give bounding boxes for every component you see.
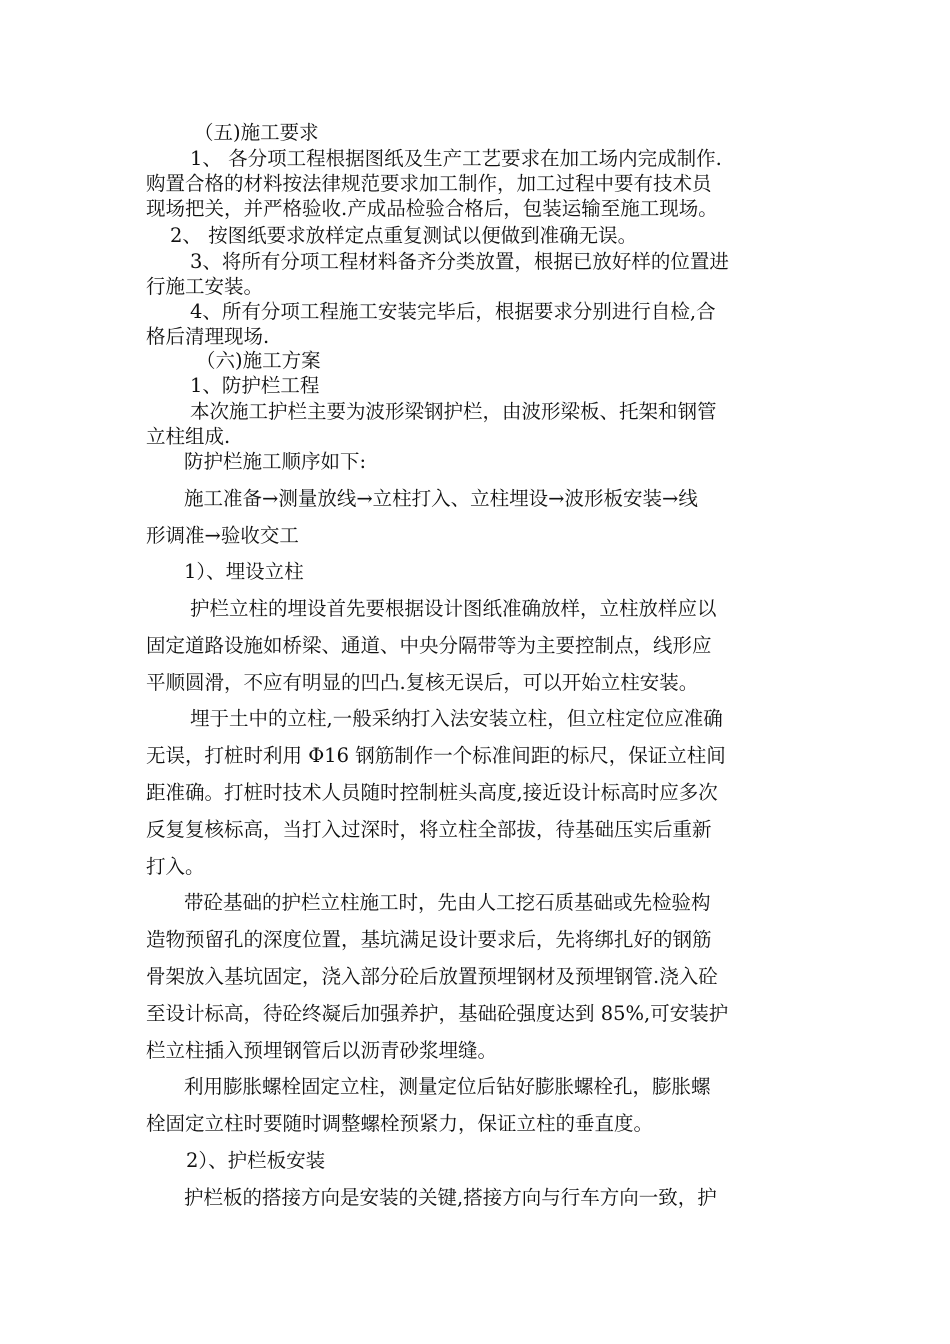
requirement-1 <box>146 146 810 221</box>
board-install-paragraph <box>146 1179 810 1216</box>
paragraph-line: 打入。 <box>146 855 205 878</box>
paragraph-line: 栏立柱插入预埋钢管后以沥青砂浆埋缝。 <box>146 1039 498 1062</box>
paragraph-line: 1、 各分项工程根据图纸及生产工艺要求在加工场内完成制作. <box>190 147 722 170</box>
paragraph-line: 现场把关，并严格验收.产成品检验合格后，包装运输至施工现场。 <box>146 197 718 220</box>
subsection-2-heading <box>146 1142 810 1179</box>
paragraph-line: 利用膨胀螺栓固定立柱，测量定位后钻好膨胀螺栓孔，膨胀螺 <box>184 1075 711 1098</box>
paragraph-line: 本次施工护栏主要为波形梁钢护栏，由波形梁板、托架和钢管 <box>190 400 717 423</box>
paragraph-line: 2、 按图纸要求放样定点重复测试以便做到准确无误。 <box>170 224 638 247</box>
section-title: （五)施工要求 <box>194 121 319 144</box>
paragraph-line: 反复复核标高，当打入过深时，将立柱全部拔，待基础压实后重新 <box>146 818 712 841</box>
expansion-bolt-paragraph <box>146 1068 810 1142</box>
requirement-3 <box>146 249 810 299</box>
paragraph-line: 护栏立柱的埋设首先要根据设计图纸准确放样，立柱放样应以 <box>190 597 717 620</box>
paragraph-line: 造物预留孔的深度位置，基坑满足设计要求后，先将绑扎好的钢筋 <box>146 928 712 951</box>
paragraph-line: 护栏板的搭接方向是安装的关键,搭接方向与行车方向一致，护 <box>184 1186 717 1209</box>
section-5-heading <box>146 120 810 145</box>
guardrail-heading <box>146 373 810 398</box>
paragraph-line: 施工准备→测量放线→立柱打入、立柱埋设→波形板安装→线 <box>184 487 698 510</box>
requirement-4 <box>146 299 810 349</box>
driving-paragraph <box>146 700 810 885</box>
paragraph-line: 3、将所有分项工程材料备齐分类放置，根据已放好样的位置进 <box>190 250 729 273</box>
requirement-2 <box>146 223 810 248</box>
paragraph-line: 至设计标高，待砼终凝后加强养护，基础砼强度达到 85%,可安装护 <box>146 1002 729 1025</box>
paragraph-line: 立柱组成. <box>146 425 231 448</box>
layout-paragraph <box>146 590 810 701</box>
subsection-title: 1）、埋设立柱 <box>184 560 304 583</box>
paragraph-line: 带砼基础的护栏立柱施工时，先由人工挖石质基础或先检验构 <box>184 891 711 914</box>
subsection-title: 1、防护栏工程 <box>190 374 320 397</box>
paragraph-line: 形调准→验收交工 <box>146 524 299 547</box>
guardrail-intro <box>146 399 810 449</box>
subsection-title: 2）、护栏板安装 <box>186 1149 326 1172</box>
paragraph-line: 行施工安装。 <box>146 275 264 298</box>
paragraph-line: 平顺圆滑，不应有明显的凹凸.复核无误后，可以开始立柱安装。 <box>146 671 699 694</box>
paragraph-line: 埋于土中的立柱,一般采纳打入法安装立柱，但立柱定位应准确 <box>190 707 723 730</box>
paragraph-line: 4、所有分项工程施工安装完毕后，根据要求分别进行自检,合 <box>190 300 716 323</box>
subsection-1-heading <box>146 553 810 590</box>
paragraph-line: 无误，打桩时利用 Φ16 钢筋制作一个标准间距的标尺，保证立柱间 <box>146 744 726 767</box>
paragraph-line: 防护栏施工顺序如下: <box>184 450 367 473</box>
paragraph-line: 格后清理现场. <box>146 325 270 348</box>
section-6-heading <box>146 348 810 373</box>
section-title: （六)施工方案 <box>196 349 321 372</box>
paragraph-line: 骨架放入基坑固定，浇入部分砼后放置预埋钢材及预埋钢管.浇入砼 <box>146 965 718 988</box>
paragraph-line: 距准确。打桩时技术人员随时控制桩头高度,接近设计标高时应多次 <box>146 781 718 804</box>
paragraph-line: 购置合格的材料按法律规范要求加工制作，加工过程中要有技术员 <box>146 172 712 195</box>
paragraph-line: 栓固定立柱时要随时调整螺栓预紧力，保证立柱的垂直度。 <box>146 1112 654 1135</box>
construction-order-flow <box>146 480 810 554</box>
paragraph-line: 固定道路设施如桥梁、通道、中央分隔带等为主要控制点，线形应 <box>146 634 712 657</box>
concrete-foundation-paragraph <box>146 884 810 1069</box>
order-label <box>146 449 810 474</box>
